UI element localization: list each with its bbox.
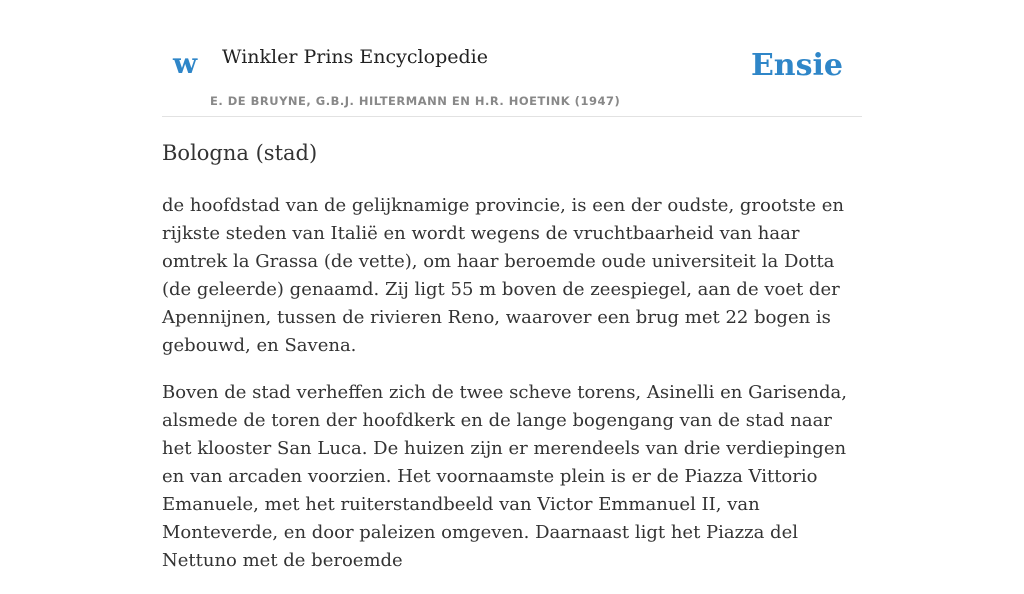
ensie-logo[interactable]: Ensie	[750, 48, 843, 83]
encyclopedia-title[interactable]: Winkler Prins Encyclopedie	[222, 46, 488, 68]
encyclopedia-logo[interactable]: w	[173, 47, 198, 80]
article-body	[162, 192, 862, 594]
header	[162, 30, 862, 117]
paragraph: de hoofdstad van de gelijknamige provincie, is een der oudste, grootste en rijkste steden van Italië en wordt wegens de vruchtbaarheid van haar omtrek la Grassa (de vette), om haar beroemde oude universiteit la Dotta (de geleerde) genaamd. Zij ligt 55 m boven de zeespiegel, aan de voet der Apennijnen, tussen de rivieren Reno, waarover een brug met 22 bogen is gebouwd, en Savena.	[162, 195, 845, 356]
paragraph: Boven de stad verheffen zich de twee scheve torens, Asinelli en Garisenda, alsmede de toren der hoofdkerk en de lange bogengang van de stad naar het klooster San Luca. De huizen zijn er merendeels van drie verdiepingen en van arcaden voorzien. Het voornaamste plein is er de Piazza Vittorio Emanuele, met het ruiterstandbeeld van Victor Emmanuel II, van Monteverde, en door paleizen omgeven. Daarnaast ligt het Piazza del Nettuno met de beroemde	[162, 382, 848, 571]
authors-byline: E. DE BRUYNE, G.B.J. HILTERMANN EN H.R. HOETINK (1947)	[210, 94, 621, 108]
article-title: Bologna (stad)	[162, 141, 318, 165]
